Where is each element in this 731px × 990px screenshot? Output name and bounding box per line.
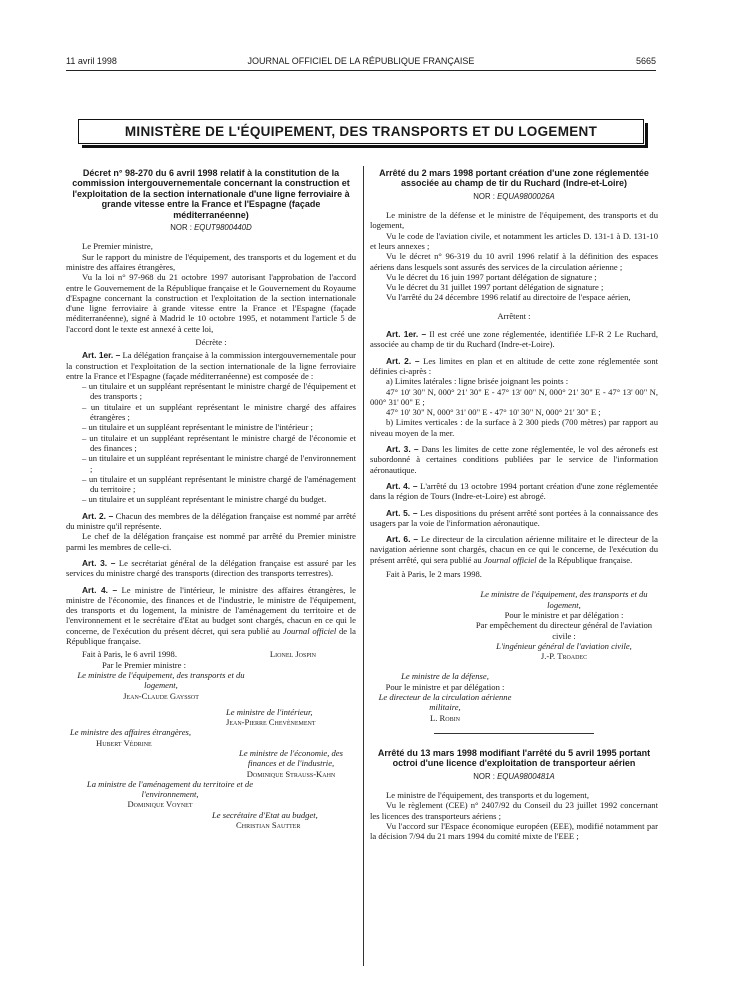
section-divider: [434, 733, 594, 734]
article-3: [66, 558, 356, 579]
signatory-name: Hubert Védrine: [96, 737, 152, 748]
article-text: Le secrétariat général de la délégation française est assuré par les services du ministre chargé des transports (direction des transports terrestres).: [66, 557, 356, 579]
delegation-line: Par empêchement du directeur général de l'aviation civile :: [475, 620, 653, 641]
signatory-name: J.-P. Troadec: [540, 651, 588, 662]
article-heading: Art. 5. –: [386, 507, 418, 518]
article-2: [66, 511, 356, 532]
signatory-name: L. Robin: [430, 712, 460, 723]
paragraph: a) Limites latérales : ligne brisée joignant les points :: [386, 376, 569, 387]
signatory-name: Dominique Strauss-Kahn: [246, 768, 336, 779]
signatory-name: Christian Sautter: [236, 820, 301, 831]
list-item: – un titulaire et un suppléant représentant le ministre de l'intérieur ;: [82, 422, 313, 433]
paragraph: Sur le rapport du ministre de l'équipement, des transports et du logement et du ministre des affaires étrangères,: [66, 251, 356, 272]
paragraph: Le chef de la délégation française est nommé par arrêté du Premier ministre parmi les membres de celle-ci.: [66, 531, 356, 552]
signatory-role: Le ministre de l'équipement, des transports et du logement,: [77, 669, 245, 691]
article-heading: Art. 2. –: [82, 510, 114, 521]
delegation-line: Pour le ministre et par délégation :: [385, 681, 505, 692]
arrete-nor: [370, 192, 658, 202]
coordinates: 47° 10' 30" N, 000° 31' 00" E - 47° 10' 30" N, 000° 21' 30" E ;: [386, 407, 601, 418]
arrete-title: Arrêté du 13 mars 1998 modifiant l'arrêté du 5 avril 1995 portant octroi d'une licence d'exploitation de transporteur aérien: [377, 747, 651, 769]
article-3: [370, 444, 658, 475]
delegation-line: Pour le ministre et par délégation :: [504, 609, 624, 620]
journal-name: Journal officiel: [282, 625, 337, 636]
article-heading: Art. 2. –: [386, 355, 420, 366]
fait-a-paris: Fait à Paris, le 2 mars 1998.: [386, 569, 482, 580]
signatory-name: Jean-Claude Gayssot: [123, 690, 199, 701]
signatory-role: Le ministre des affaires étrangères,: [70, 727, 192, 738]
article-text: Dans les limites de cette zone réglementée, le vol des aéronefs est subordonné à certaines conditions publiées par le service de l'information aéronautique.: [370, 444, 658, 475]
decree-title: Décret n° 98-270 du 6 avril 1998 relatif à la constitution de la commission intergouvernementale concernant la construction et l'exploitation de la section internationale d'une ligne ferroviaire à grande vitesse entre la France et l'Espagne (façade méditerranéenne): [72, 168, 350, 220]
article-heading: Art. 1er. –: [82, 350, 121, 361]
paragraph: Vu le décret du 16 juin 1997 portant délégation de signature ;: [386, 271, 597, 282]
article-heading: Art. 1er. –: [386, 329, 427, 340]
nor-code: EQUA9800481A: [497, 771, 555, 781]
list-item: – un titulaire et un suppléant représentant le ministre chargé des affaires étrangères ;: [82, 401, 356, 423]
signatory-name: Lionel Jospin: [269, 649, 316, 660]
article-heading: Art. 6. –: [386, 534, 419, 545]
list-item: – un titulaire et un suppléant représentant le ministre chargé du budget.: [82, 494, 327, 505]
paragraph: Vu l'accord sur l'Espace économique européen (EEE), modifié notamment par la décision 7/94 du 21 mars 1994 du comité mixte de l'EEE ;: [370, 820, 658, 842]
signatory-role: Le ministre de l'économie, des finances et de l'industrie,: [239, 747, 343, 769]
paragraph: Vu le code de l'aviation civile, et notamment les articles D. 131-1 à D. 131-10 et leurs annexes ;: [370, 230, 658, 251]
page-header: [66, 56, 656, 70]
list-item: – un titulaire et un suppléant représentant le ministre chargé de l'économie et des finances ;: [82, 432, 356, 453]
article-text-end: de la République française.: [66, 625, 356, 647]
journal-name: Journal officiel: [483, 554, 537, 565]
paragraph: Vu le décret du 31 juillet 1997 portant délégation de signature ;: [386, 282, 604, 293]
article-5: [370, 508, 658, 529]
nor-code: EQUT9800440D: [194, 223, 252, 233]
signatory-name: Jean-Pierre Chevènement: [226, 717, 316, 728]
paragraph: Le ministre de la défense et le ministre de l'équipement, des transports et du logement,: [370, 210, 658, 231]
right-column: [370, 168, 658, 841]
arrete-title: Arrêté du 2 mars 1998 portant création d'une zone réglementée associée au champ de tir du Ruchard (Indre-et-Loire): [379, 168, 649, 189]
article-4: [370, 481, 658, 502]
signature-block-1: [370, 589, 658, 661]
article-1: [370, 329, 658, 350]
article-heading: Art. 4. –: [386, 480, 418, 491]
paragraph: Vu la loi n° 97-968 du 21 octobre 1997 autorisant l'approbation de l'accord entre le Gouvernement de la République française et le Gouvernement du Royaume d'Espagne concernant la construction et l'exploitation de la section internationale d'une ligne ferroviaire à grande vitesse entre la France et l'Espagne (façade méditerranéenne), signé à Madrid le 10 octobre 1995, et notamment l'article 5 de l'accord dont le texte est annexé à cette loi,: [66, 272, 356, 334]
header-page-number: 5665: [635, 56, 656, 66]
signatory-name: Dominique Voynet: [127, 799, 193, 810]
decree-nor: [66, 223, 356, 233]
decrete-heading: Décrète :: [195, 337, 227, 347]
arrete-nor: [370, 772, 658, 782]
column-divider: [363, 166, 364, 966]
signature-block-2: [370, 671, 520, 722]
nor-label: NOR :: [473, 771, 495, 781]
article-heading: Art. 4. –: [82, 584, 118, 595]
nor-label: NOR :: [473, 191, 495, 201]
article-text: Chacun des membres de la délégation française est nommé par arrêté du ministre qu'il représente.: [66, 510, 356, 532]
article-text: La délégation française à la commission intergouvernementale pour la construction et l'exploitation de la section internationale de la ligne ferroviaire entre la France et l'Espagne (façade méditerranéenne) est composée de :: [66, 350, 356, 381]
signatory-role: Le ministre de l'équipement, des transports et du logement,: [480, 589, 648, 610]
signatory-role: La ministre de l'aménagement du territoire et de l'environnement,: [86, 778, 254, 800]
paragraph: Vu l'arrêté du 24 décembre 1996 relatif au directoire de l'espace aérien,: [386, 292, 631, 303]
article-text: Le ministre de l'intérieur, le ministre des affaires étrangères, le ministre de l'économie, des finances et de l'industrie, le ministre de l'équipement, des transports et du logement, la ministre de l'aménagement du territoire et de l'environnement et le secrétaire d'Etat au budget sont chargés, chacun en ce qui le concerne, de l'exécution du présent décret, qui sera publié au: [66, 584, 356, 636]
header-date: 11 avril 1998: [66, 56, 117, 66]
article-2: [370, 356, 658, 377]
article-1: [66, 350, 356, 381]
left-column: [66, 168, 356, 830]
coordinates: 47° 10' 30" N, 000° 21' 30" E - 47° 13' 00" N, 000° 21' 30" E - 47° 13' 00" N, 000° 31' 00" E ;: [370, 386, 658, 407]
header-rule: [66, 70, 656, 71]
signatory-role: Le ministre de l'intérieur,: [226, 706, 313, 717]
ministry-banner: MINISTÈRE DE L'ÉQUIPEMENT, DES TRANSPORTS ET DU LOGEMENT: [78, 119, 644, 144]
nor-label: NOR :: [170, 223, 192, 233]
article-text: Le directeur de la circulation aérienne militaire et le directeur de la navigation aérienne sont chargés, chacun en ce qui le concerne, de l'exécution du présent arrêté, qui sera publié au: [370, 534, 658, 565]
spacer: [370, 661, 658, 671]
list-item: – un titulaire et un suppléant représentant le ministre chargé de l'environnement ;: [82, 453, 356, 474]
article-6: [370, 534, 658, 565]
article-text: Les dispositions du présent arrêté sont portées à la connaissance des usagers par la voie de l'information aéronautique.: [370, 507, 658, 528]
header-journal-title: JOURNAL OFFICIEL DE LA RÉPUBLIQUE FRANÇAISE: [247, 56, 475, 66]
signatory-role: Le ministre de la défense,: [401, 671, 489, 682]
article-text: L'arrêté du 13 octobre 1994 portant création d'une zone réglementée dans la région de Tours (Indre-et-Loire) est abrogé.: [370, 480, 659, 502]
paragraph: Vu le règlement (CEE) n° 2407/92 du Conseil du 23 juillet 1992 concernant les licences des transporteurs aériens ;: [370, 800, 658, 821]
par-premier-ministre: Par le Premier ministre :: [102, 659, 187, 670]
nor-code: EQUA9800026A: [497, 191, 555, 201]
spacer: [370, 579, 658, 589]
paragraph: Le Premier ministre,: [82, 241, 153, 252]
arretent-heading: Arrêtent :: [497, 310, 531, 321]
signatory-title: Le directeur de la circulation aérienne militaire,: [378, 691, 512, 713]
fait-a-paris: Fait à Paris, le 6 avril 1998.: [82, 649, 177, 660]
list-item: – un titulaire et un suppléant représentant le ministre chargé de l'aménagement du territoire ;: [82, 473, 356, 495]
article-heading: Art. 3. –: [386, 444, 419, 455]
article-text-end: de la République française.: [538, 554, 633, 565]
list-item: – un titulaire et un suppléant représentant le ministre chargé de l'équipement et des transports ;: [82, 381, 356, 402]
signatory-title: L'ingénieur général de l'aviation civile,: [496, 640, 632, 651]
article-text: Les limites en plan et en altitude de cette zone réglementée sont définies ci-après :: [370, 355, 658, 376]
article-4: [66, 585, 356, 647]
paragraph: Le ministre de l'équipement, des transports et du logement,: [386, 789, 589, 800]
signature-line: [66, 649, 356, 659]
article-heading: Art. 3. –: [82, 557, 116, 568]
paragraph: Vu le décret n° 96-319 du 10 avril 1996 relatif à la définition des espaces aériens dans lesquels sont assurés des services de la circulation aérienne ;: [370, 251, 658, 272]
paragraph: b) Limites verticales : de la surface à 2 300 pieds (700 mètres) par rapport au niveau moyen de la mer.: [370, 417, 658, 438]
signatory-role: Le secrétaire d'Etat au budget,: [212, 809, 318, 820]
article-text: Il est créé une zone réglementée, identifiée LF-R 2 Le Ruchard, associée au champ de tir du Ruchard (Indre-et-Loire).: [370, 329, 658, 350]
